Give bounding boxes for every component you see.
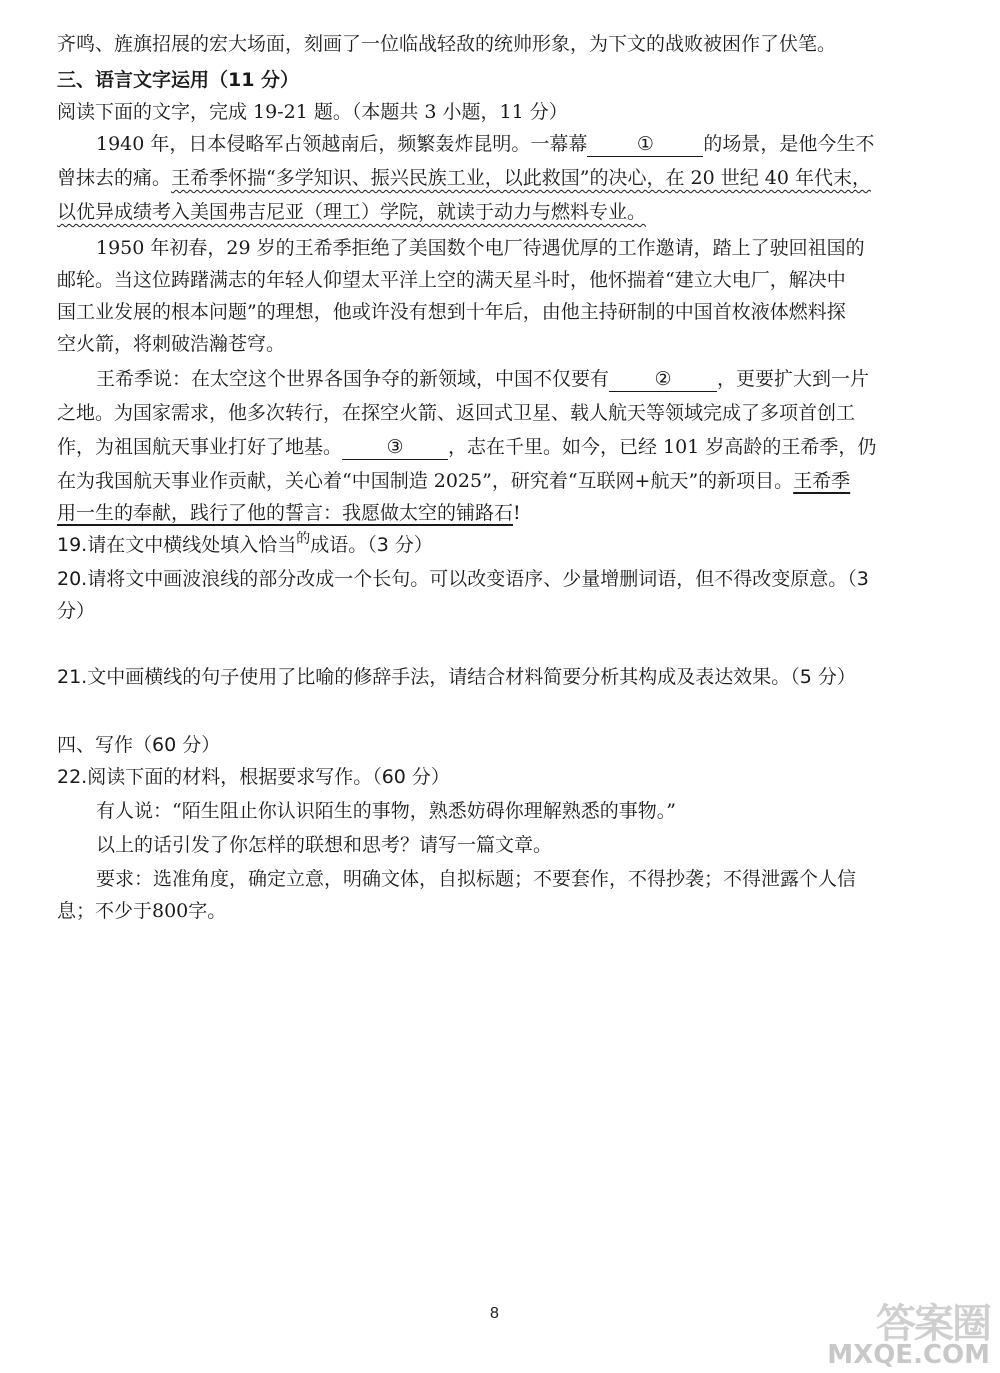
question-21: 21.文中画横线的句子使用了比喻的修辞手法，请结合材料简要分析其构成及表达效果。（5 分） — [57, 666, 856, 688]
watermark-logo — [820, 1292, 990, 1372]
passage-para-1-line-3 — [57, 195, 646, 229]
writing-prompt: 以上的话引发了你怎样的联想和思考？请写一篇文章。 — [96, 834, 553, 856]
writing-requirements-continued: 息；不少于800字。 — [57, 900, 227, 922]
blank-1: ① — [587, 132, 703, 157]
passage-text: ，更要扩大到一片 — [717, 368, 870, 390]
passage-text: 1940 年，日本侵略军占领越南后，频繁轰炸昆明。一幕幕 — [96, 133, 588, 155]
page-number: 8 — [490, 1305, 499, 1322]
watermark-top-text: 答案圈 — [876, 1301, 990, 1347]
question-20: 20.请将文中画波浪线的部分改成一个长句。可以改变语序、少量增删词语，但不得改变原意。（3 — [57, 568, 869, 590]
previous-answer-tail: 齐鸣、旌旗招展的宏大场面，刻画了一位临战轻敌的统帅形象，为下文的战败被困作了伏笔。 — [57, 33, 837, 55]
passage-para-3-line-5 — [57, 496, 521, 530]
section-3-heading: 三、语言文字运用（11 分） — [57, 69, 300, 91]
wavy-underlined-text: 以优异成绩考入美国弗吉尼亚（理工）学院，就读于动力与燃料专业。 — [57, 201, 647, 223]
question-text: 成语。（3 分） — [310, 534, 433, 556]
passage-para-3-line-1 — [96, 362, 869, 396]
question-19 — [57, 528, 433, 564]
section-4-heading: 四、写作（60 分） — [57, 734, 221, 756]
passage-text: 在为我国航天事业作贡献，关心着“中国制造 2025”，研究着“互联网+航天”的新项目。 — [57, 470, 794, 492]
passage-text: 曾抹去的痛。 — [57, 167, 172, 189]
wavy-underlined-text: 王希季怀揣“多学知识、振兴民族工业，以此救国”的决心，在 20 世纪 40 年代末， — [171, 167, 871, 189]
underlined-sentence: 用一生的奉献，践行了他的誓言：我愿做太空的铺路石 — [57, 502, 514, 524]
question-22: 22.阅读下面的材料，根据要求写作。（60 分） — [57, 766, 450, 788]
passage-para-2-line-1: 1950 年初春，29 岁的王希季拒绝了美国数个电厂待遇优厚的工作邀请，踏上了驶回祖国的 — [96, 237, 865, 259]
passage-text: ，志在千里。如今，已经 101 岁高龄的王希季，仍 — [448, 436, 877, 458]
reading-instruction: 阅读下面的文字，完成 19-21 题。（本题共 3 小题，11 分） — [57, 101, 568, 123]
passage-para-1-line-2 — [57, 161, 871, 195]
passage-text: 的场景，是他今生不 — [703, 133, 875, 155]
passage-para-1-line-1 — [96, 127, 874, 161]
watermark-bottom-text: MXQE.COM — [827, 1340, 990, 1370]
passage-para-2-line-4: 空火箭，将刺破浩瀚苍穹。 — [57, 333, 286, 355]
writing-requirements: 要求：选准角度，确定立意，明确文体，自拟标题；不要套作，不得抄袭；不得泄露个人信 — [96, 868, 857, 890]
blank-3: ③ — [342, 435, 448, 460]
passage-para-2-line-3: 国工业发展的根本问题”的理想，他或许没有想到十年后，由他主持研制的中国首枚液体燃料探 — [57, 301, 846, 323]
question-text: 19.请在文中横线处填入恰当 — [57, 534, 297, 556]
question-20-continued: 分） — [57, 600, 96, 622]
passage-para-3-line-4 — [57, 464, 850, 498]
blank-2: ② — [609, 367, 717, 392]
passage-para-3-line-3 — [57, 430, 876, 464]
writing-material: 有人说：“陌生阻止你认识陌生的事物，熟悉妨碍你理解熟悉的事物。” — [96, 800, 676, 822]
passage-text: 王希季说：在太空这个世界各国争夺的新领域，中国不仅要有 — [96, 368, 610, 390]
passage-para-2-line-2: 邮轮。当这位踌躇满志的年轻人仰望太平洋上空的满天星斗时，他怀揣着“建立大电厂，解决中 — [57, 269, 846, 291]
underlined-sentence: 王希季 — [793, 470, 851, 492]
passage-text: ! — [513, 502, 521, 524]
passage-para-3-line-2: 之地。为国家需求，他多次转行，在探空火箭、返回式卫星、载人航天等领域完成了多项首创工 — [57, 402, 856, 424]
passage-text: 作，为祖国航天事业打好了地基。 — [57, 436, 343, 458]
question-text-raised: 的 — [296, 531, 311, 547]
